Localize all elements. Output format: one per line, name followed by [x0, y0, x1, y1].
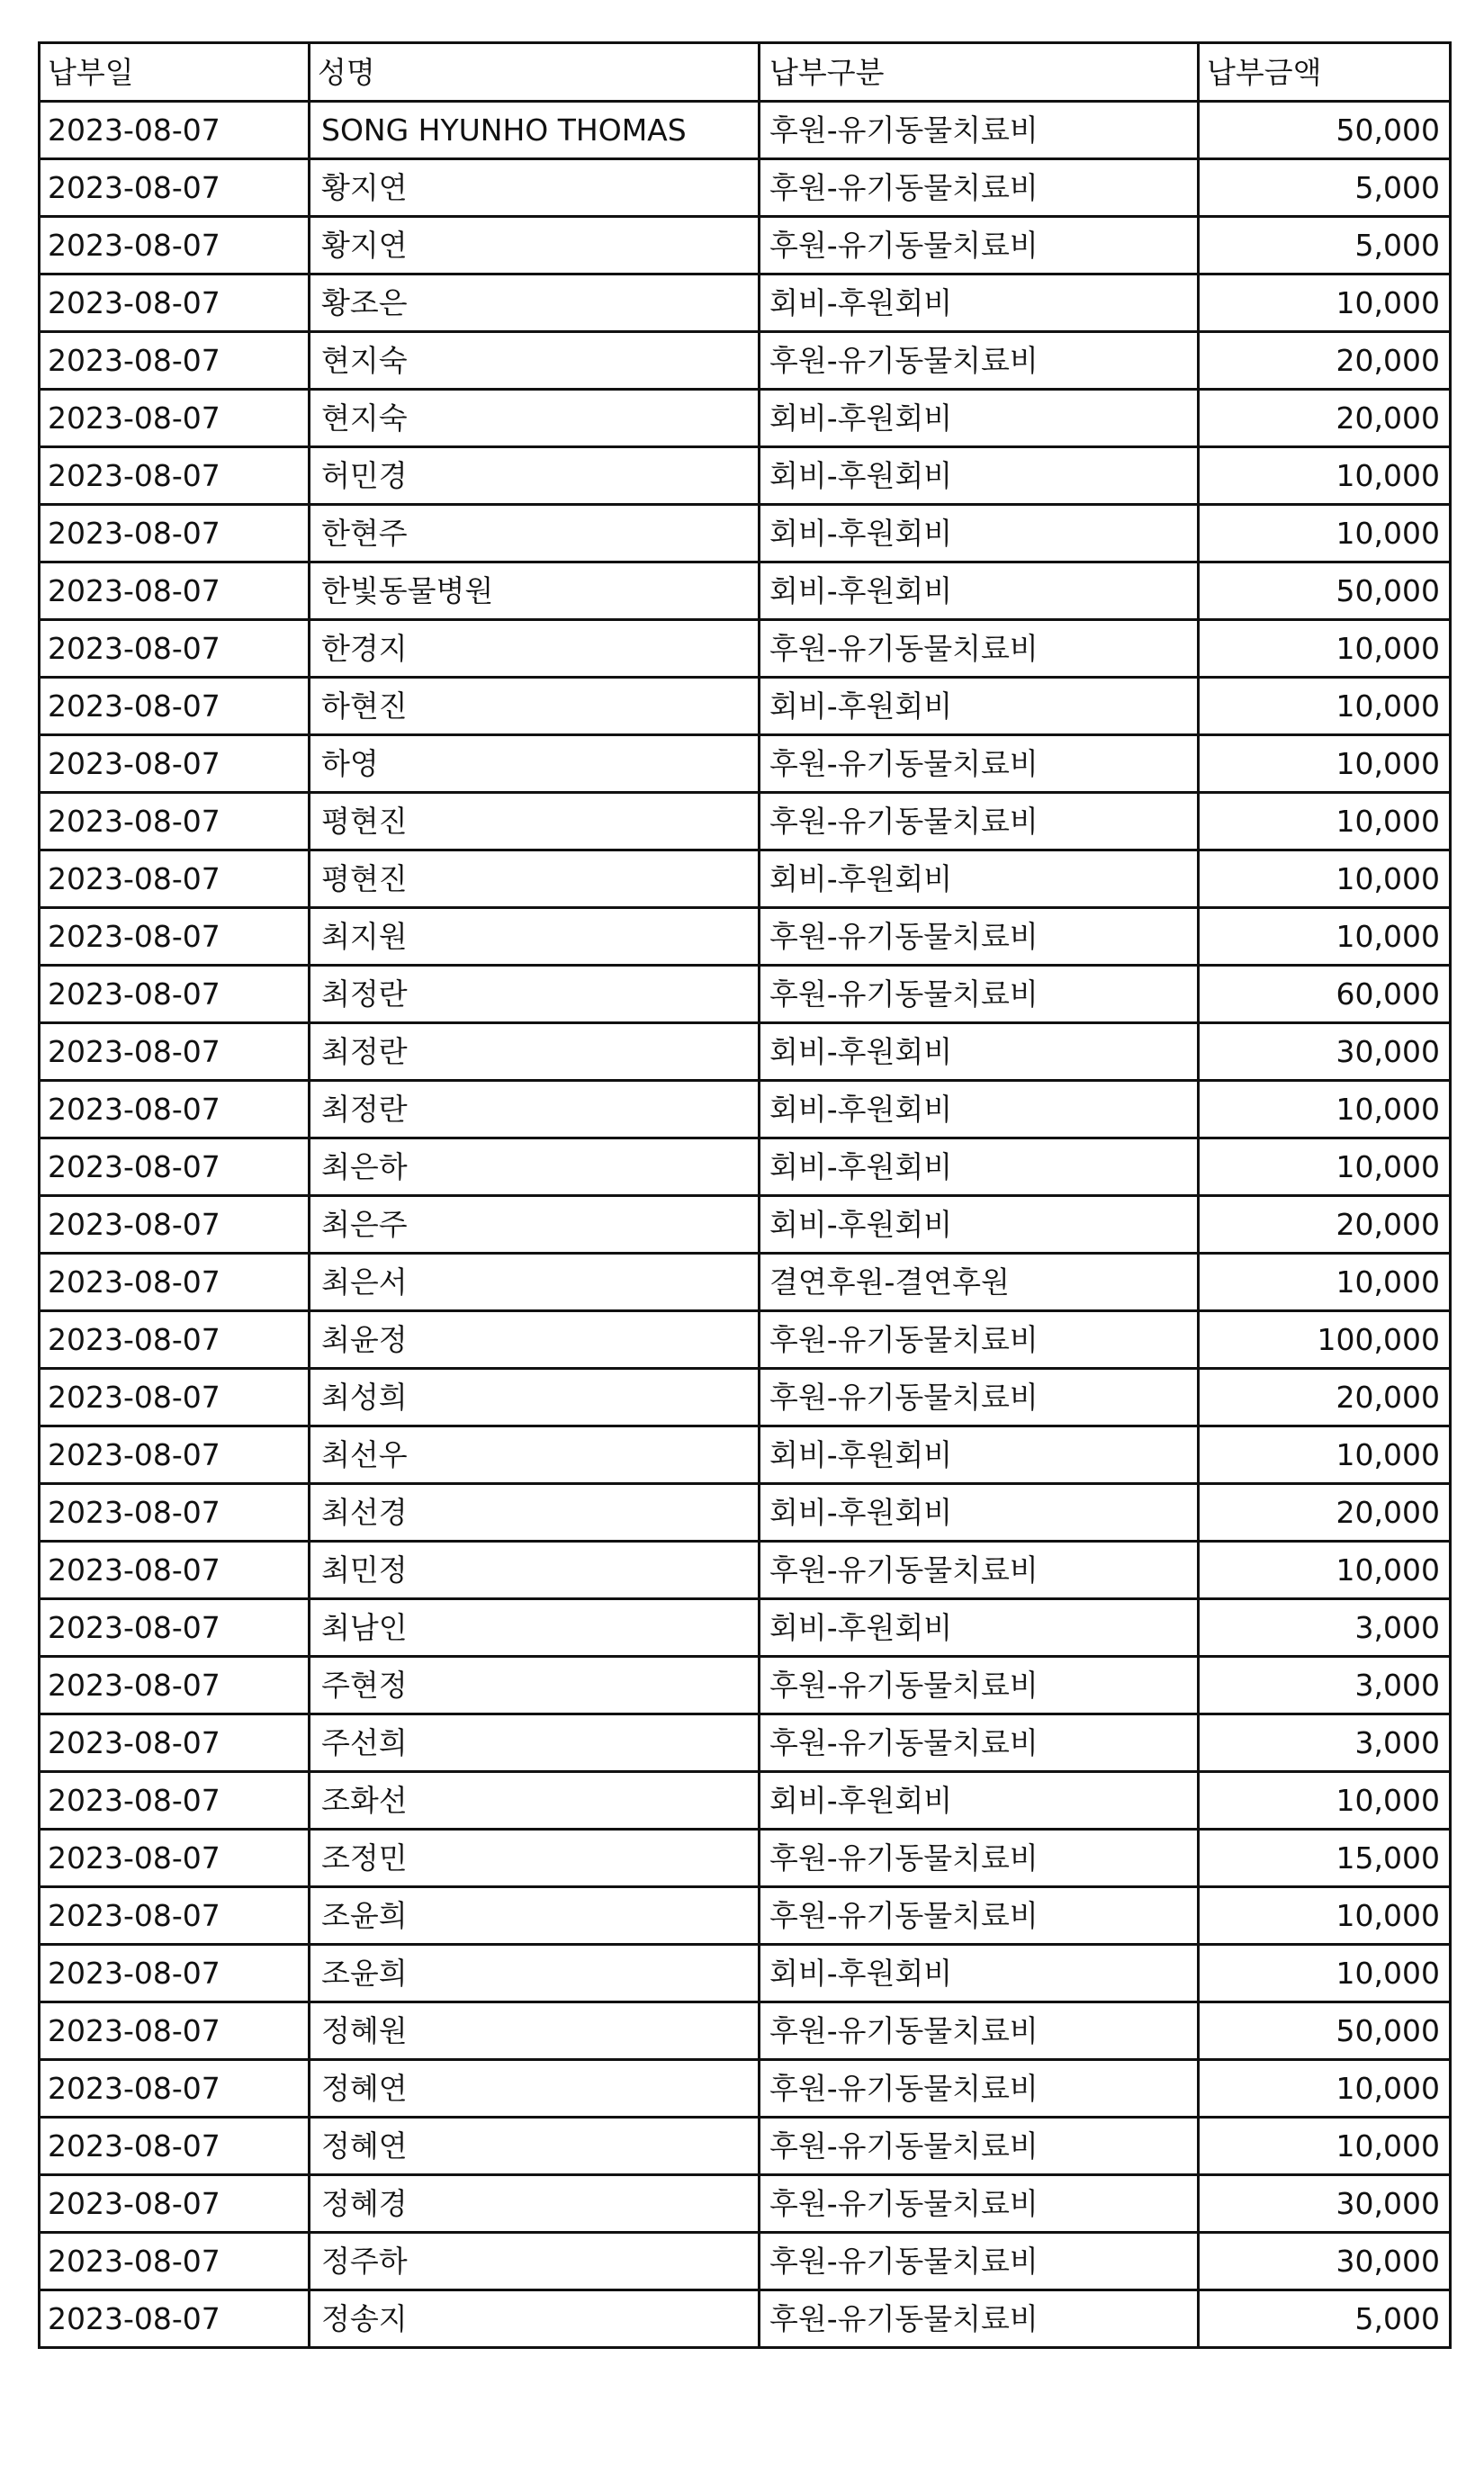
payment-amount-cell: 10,000	[1199, 735, 1451, 793]
donor-name-cell: SONG HYUNHO THOMAS	[310, 102, 760, 159]
table-row	[40, 1426, 1451, 1484]
table-row	[40, 1484, 1451, 1542]
payment-date-cell: 2023-08-07	[40, 1542, 310, 1599]
payment-type-cell: 회비-후원회비	[760, 1138, 1199, 1196]
table-body	[40, 102, 1451, 2348]
payment-amount-cell: 5,000	[1199, 2290, 1451, 2348]
payment-date-cell: 2023-08-07	[40, 735, 310, 793]
payment-date-cell: 2023-08-07	[40, 1254, 310, 1311]
donor-name-cell: 정혜원	[310, 2002, 760, 2060]
payment-date-cell: 2023-08-07	[40, 1023, 310, 1081]
payment-amount-cell: 10,000	[1199, 1081, 1451, 1138]
payment-amount-cell: 10,000	[1199, 678, 1451, 735]
payment-type-cell: 회비-후원회비	[760, 447, 1199, 505]
payment-type-cell: 후원-유기동물치료비	[760, 217, 1199, 274]
payment-type-cell: 회비-후원회비	[760, 562, 1199, 620]
payment-table	[38, 41, 1452, 2349]
payment-type-cell: 회비-후원회비	[760, 1484, 1199, 1542]
payment-date-cell: 2023-08-07	[40, 966, 310, 1023]
payment-amount-cell: 10,000	[1199, 908, 1451, 966]
payment-type-cell: 후원-유기동물치료비	[760, 966, 1199, 1023]
payment-date-cell: 2023-08-07	[40, 1657, 310, 1714]
donor-name-cell: 최선경	[310, 1484, 760, 1542]
table-row	[40, 735, 1451, 793]
table-row	[40, 1542, 1451, 1599]
payment-date-cell: 2023-08-07	[40, 850, 310, 908]
payment-type-cell: 회비-후원회비	[760, 1772, 1199, 1830]
donor-name-cell: 조정민	[310, 1830, 760, 1887]
donor-name-cell: 최은서	[310, 1254, 760, 1311]
donor-name-cell: 하현진	[310, 678, 760, 735]
donor-name-cell: 최정란	[310, 966, 760, 1023]
payment-type-cell: 후원-유기동물치료비	[760, 1657, 1199, 1714]
donor-name-cell: 정혜연	[310, 2060, 760, 2118]
payment-amount-cell: 10,000	[1199, 1945, 1451, 2002]
table-row	[40, 274, 1451, 332]
payment-date-cell: 2023-08-07	[40, 1369, 310, 1426]
donation-ledger	[38, 41, 1449, 2349]
table-row	[40, 1714, 1451, 1772]
payment-type-cell: 후원-유기동물치료비	[760, 1830, 1199, 1887]
payment-date-cell: 2023-08-07	[40, 1772, 310, 1830]
payment-date-cell: 2023-08-07	[40, 447, 310, 505]
table-header-row	[40, 43, 1451, 102]
table-row	[40, 447, 1451, 505]
payment-type-cell: 결연후원-결연후원	[760, 1254, 1199, 1311]
donor-name-cell: 최정란	[310, 1023, 760, 1081]
payment-amount-cell: 50,000	[1199, 562, 1451, 620]
table-row	[40, 2175, 1451, 2233]
payment-type-cell: 후원-유기동물치료비	[760, 1542, 1199, 1599]
payment-amount-cell: 10,000	[1199, 850, 1451, 908]
payment-amount-cell: 3,000	[1199, 1714, 1451, 1772]
payment-type-cell: 회비-후원회비	[760, 1426, 1199, 1484]
payment-type-cell: 후원-유기동물치료비	[760, 1311, 1199, 1369]
payment-date-cell: 2023-08-07	[40, 2060, 310, 2118]
payment-amount-cell: 10,000	[1199, 2060, 1451, 2118]
payment-type-cell: 회비-후원회비	[760, 1599, 1199, 1657]
payment-date-cell: 2023-08-07	[40, 2002, 310, 2060]
payment-amount-cell: 50,000	[1199, 102, 1451, 159]
payment-amount-cell: 3,000	[1199, 1657, 1451, 1714]
donor-name-cell: 최윤정	[310, 1311, 760, 1369]
payment-amount-cell: 30,000	[1199, 2175, 1451, 2233]
header-name: 성명	[310, 43, 760, 102]
table-row	[40, 908, 1451, 966]
donor-name-cell: 정혜연	[310, 2118, 760, 2175]
donor-name-cell: 조윤희	[310, 1887, 760, 1945]
donor-name-cell: 한현주	[310, 505, 760, 562]
payment-amount-cell: 20,000	[1199, 332, 1451, 390]
payment-date-cell: 2023-08-07	[40, 1945, 310, 2002]
payment-date-cell: 2023-08-07	[40, 2118, 310, 2175]
donor-name-cell: 한경지	[310, 620, 760, 678]
payment-date-cell: 2023-08-07	[40, 102, 310, 159]
table-row	[40, 1196, 1451, 1254]
payment-amount-cell: 10,000	[1199, 1426, 1451, 1484]
payment-type-cell: 후원-유기동물치료비	[760, 2175, 1199, 2233]
payment-amount-cell: 20,000	[1199, 1484, 1451, 1542]
header-payment-amount: 납부금액	[1199, 43, 1451, 102]
table-row	[40, 2002, 1451, 2060]
donor-name-cell: 최은주	[310, 1196, 760, 1254]
donor-name-cell: 황조은	[310, 274, 760, 332]
payment-date-cell: 2023-08-07	[40, 1484, 310, 1542]
donor-name-cell: 최지원	[310, 908, 760, 966]
table-row	[40, 678, 1451, 735]
table-row	[40, 1311, 1451, 1369]
donor-name-cell: 현지숙	[310, 390, 760, 447]
payment-type-cell: 후원-유기동물치료비	[760, 2060, 1199, 2118]
donor-name-cell: 최민정	[310, 1542, 760, 1599]
payment-date-cell: 2023-08-07	[40, 1196, 310, 1254]
payment-date-cell: 2023-08-07	[40, 1599, 310, 1657]
payment-amount-cell: 10,000	[1199, 1542, 1451, 1599]
table-row	[40, 1887, 1451, 1945]
table-row	[40, 217, 1451, 274]
donor-name-cell: 최남인	[310, 1599, 760, 1657]
payment-date-cell: 2023-08-07	[40, 562, 310, 620]
payment-type-cell: 후원-유기동물치료비	[760, 1714, 1199, 1772]
payment-date-cell: 2023-08-07	[40, 1426, 310, 1484]
payment-date-cell: 2023-08-07	[40, 793, 310, 850]
table-row	[40, 1772, 1451, 1830]
table-row	[40, 1369, 1451, 1426]
payment-amount-cell: 60,000	[1199, 966, 1451, 1023]
payment-amount-cell: 10,000	[1199, 505, 1451, 562]
donor-name-cell: 평현진	[310, 850, 760, 908]
payment-amount-cell: 10,000	[1199, 447, 1451, 505]
payment-date-cell: 2023-08-07	[40, 2175, 310, 2233]
table-row	[40, 2118, 1451, 2175]
payment-date-cell: 2023-08-07	[40, 1830, 310, 1887]
payment-type-cell: 회비-후원회비	[760, 1081, 1199, 1138]
payment-amount-cell: 10,000	[1199, 1254, 1451, 1311]
payment-type-cell: 후원-유기동물치료비	[760, 908, 1199, 966]
table-row	[40, 1830, 1451, 1887]
payment-amount-cell: 100,000	[1199, 1311, 1451, 1369]
payment-amount-cell: 10,000	[1199, 1138, 1451, 1196]
payment-amount-cell: 20,000	[1199, 1369, 1451, 1426]
payment-type-cell: 후원-유기동물치료비	[760, 2290, 1199, 2348]
payment-amount-cell: 20,000	[1199, 1196, 1451, 1254]
payment-date-cell: 2023-08-07	[40, 1714, 310, 1772]
table-row	[40, 562, 1451, 620]
payment-date-cell: 2023-08-07	[40, 332, 310, 390]
payment-type-cell: 회비-후원회비	[760, 390, 1199, 447]
payment-date-cell: 2023-08-07	[40, 1138, 310, 1196]
payment-type-cell: 후원-유기동물치료비	[760, 2002, 1199, 2060]
donor-name-cell: 정혜경	[310, 2175, 760, 2233]
donor-name-cell: 현지숙	[310, 332, 760, 390]
payment-amount-cell: 15,000	[1199, 1830, 1451, 1887]
donor-name-cell: 최은하	[310, 1138, 760, 1196]
table-row	[40, 2060, 1451, 2118]
payment-type-cell: 후원-유기동물치료비	[760, 1369, 1199, 1426]
header-payment-type: 납부구분	[760, 43, 1199, 102]
payment-date-cell: 2023-08-07	[40, 620, 310, 678]
donor-name-cell: 황지연	[310, 159, 760, 217]
table-row	[40, 1657, 1451, 1714]
payment-amount-cell: 30,000	[1199, 2233, 1451, 2290]
donor-name-cell: 정주하	[310, 2233, 760, 2290]
donor-name-cell: 최성희	[310, 1369, 760, 1426]
payment-type-cell: 회비-후원회비	[760, 1196, 1199, 1254]
table-row	[40, 1945, 1451, 2002]
payment-type-cell: 회비-후원회비	[760, 1945, 1199, 2002]
payment-date-cell: 2023-08-07	[40, 505, 310, 562]
payment-type-cell: 회비-후원회비	[760, 678, 1199, 735]
table-row	[40, 2290, 1451, 2348]
payment-date-cell: 2023-08-07	[40, 1887, 310, 1945]
payment-type-cell: 후원-유기동물치료비	[760, 102, 1199, 159]
payment-amount-cell: 20,000	[1199, 390, 1451, 447]
donor-name-cell: 황지연	[310, 217, 760, 274]
payment-date-cell: 2023-08-07	[40, 1081, 310, 1138]
payment-type-cell: 후원-유기동물치료비	[760, 2118, 1199, 2175]
table-row	[40, 1254, 1451, 1311]
payment-date-cell: 2023-08-07	[40, 159, 310, 217]
payment-type-cell: 후원-유기동물치료비	[760, 735, 1199, 793]
payment-date-cell: 2023-08-07	[40, 678, 310, 735]
table-row	[40, 1599, 1451, 1657]
payment-type-cell: 회비-후원회비	[760, 850, 1199, 908]
payment-type-cell: 회비-후원회비	[760, 1023, 1199, 1081]
payment-amount-cell: 10,000	[1199, 620, 1451, 678]
payment-amount-cell: 10,000	[1199, 1772, 1451, 1830]
payment-amount-cell: 5,000	[1199, 217, 1451, 274]
payment-type-cell: 후원-유기동물치료비	[760, 1887, 1199, 1945]
table-row	[40, 1023, 1451, 1081]
payment-date-cell: 2023-08-07	[40, 217, 310, 274]
table-row	[40, 332, 1451, 390]
table-row	[40, 102, 1451, 159]
payment-type-cell: 후원-유기동물치료비	[760, 793, 1199, 850]
table-row	[40, 2233, 1451, 2290]
donor-name-cell: 최선우	[310, 1426, 760, 1484]
payment-date-cell: 2023-08-07	[40, 908, 310, 966]
payment-amount-cell: 10,000	[1199, 793, 1451, 850]
table-row	[40, 505, 1451, 562]
table-row	[40, 966, 1451, 1023]
payment-date-cell: 2023-08-07	[40, 2233, 310, 2290]
donor-name-cell: 정송지	[310, 2290, 760, 2348]
payment-date-cell: 2023-08-07	[40, 390, 310, 447]
donor-name-cell: 최정란	[310, 1081, 760, 1138]
donor-name-cell: 조윤희	[310, 1945, 760, 2002]
table-row	[40, 850, 1451, 908]
table-row	[40, 159, 1451, 217]
donor-name-cell: 평현진	[310, 793, 760, 850]
payment-date-cell: 2023-08-07	[40, 274, 310, 332]
donor-name-cell: 주현정	[310, 1657, 760, 1714]
payment-amount-cell: 5,000	[1199, 159, 1451, 217]
payment-date-cell: 2023-08-07	[40, 2290, 310, 2348]
payment-type-cell: 회비-후원회비	[760, 505, 1199, 562]
payment-amount-cell: 10,000	[1199, 2118, 1451, 2175]
donor-name-cell: 조화선	[310, 1772, 760, 1830]
table-row	[40, 390, 1451, 447]
table-row	[40, 620, 1451, 678]
donor-name-cell: 하영	[310, 735, 760, 793]
table-row	[40, 1081, 1451, 1138]
payment-amount-cell: 3,000	[1199, 1599, 1451, 1657]
table-row	[40, 1138, 1451, 1196]
donor-name-cell: 허민경	[310, 447, 760, 505]
payment-type-cell: 후원-유기동물치료비	[760, 159, 1199, 217]
payment-type-cell: 회비-후원회비	[760, 274, 1199, 332]
payment-type-cell: 후원-유기동물치료비	[760, 620, 1199, 678]
donor-name-cell: 주선희	[310, 1714, 760, 1772]
payment-amount-cell: 50,000	[1199, 2002, 1451, 2060]
payment-date-cell: 2023-08-07	[40, 1311, 310, 1369]
donor-name-cell: 한빛동물병원	[310, 562, 760, 620]
payment-amount-cell: 10,000	[1199, 1887, 1451, 1945]
payment-amount-cell: 30,000	[1199, 1023, 1451, 1081]
payment-type-cell: 후원-유기동물치료비	[760, 332, 1199, 390]
table-row	[40, 793, 1451, 850]
payment-type-cell: 후원-유기동물치료비	[760, 2233, 1199, 2290]
payment-amount-cell: 10,000	[1199, 274, 1451, 332]
header-payment-date: 납부일	[40, 43, 310, 102]
